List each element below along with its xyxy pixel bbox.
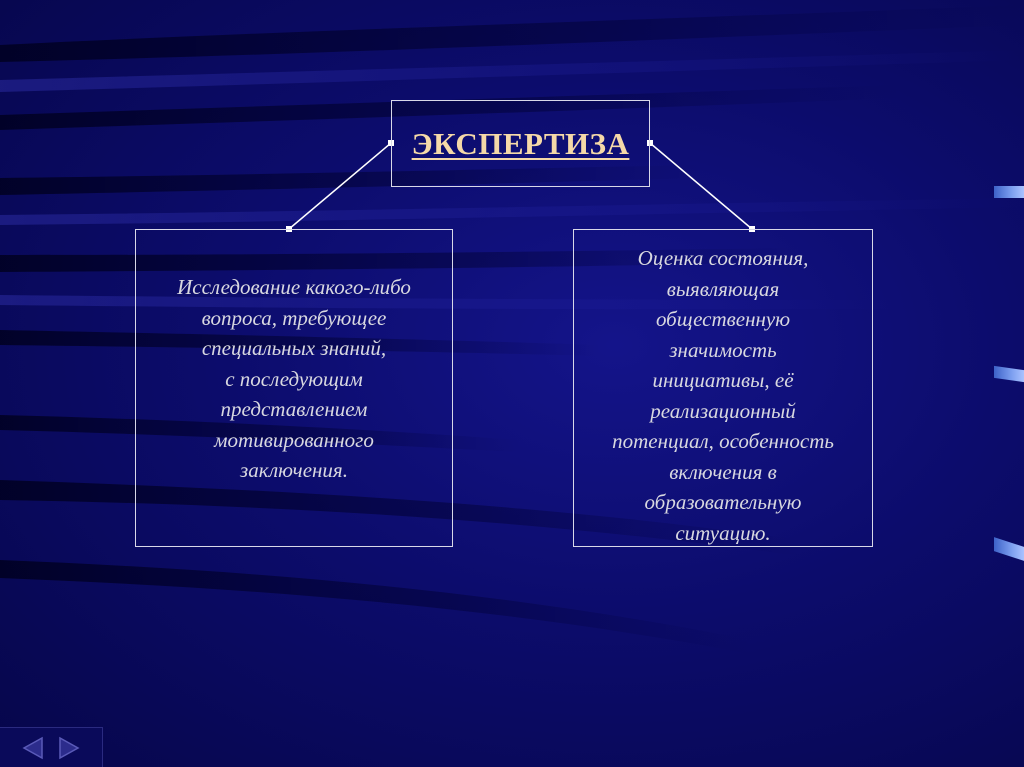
definition-box-evaluation: [573, 229, 873, 547]
slide-navigation: [0, 727, 103, 767]
previous-slide-button[interactable]: [18, 733, 48, 763]
definition-text-evaluation: Оценка состояния, выявляющая общественную значимость инициативы, её реализационный потенциал, особенность включения в образовательную ситуацию.: [612, 246, 834, 545]
title-box: [391, 100, 650, 187]
triangle-right-icon: [56, 735, 82, 761]
definition-text-research: Исследование какого-либо вопроса, требующее специальных знаний, с последующим представлением мотивированного заключения.: [177, 275, 411, 482]
edge-accent-mark: [994, 186, 1024, 198]
triangle-left-icon: [20, 735, 46, 761]
next-slide-button[interactable]: [54, 733, 84, 763]
definition-box-research: [135, 229, 453, 547]
diagram-title: ЭКСПЕРТИЗА: [411, 125, 630, 161]
